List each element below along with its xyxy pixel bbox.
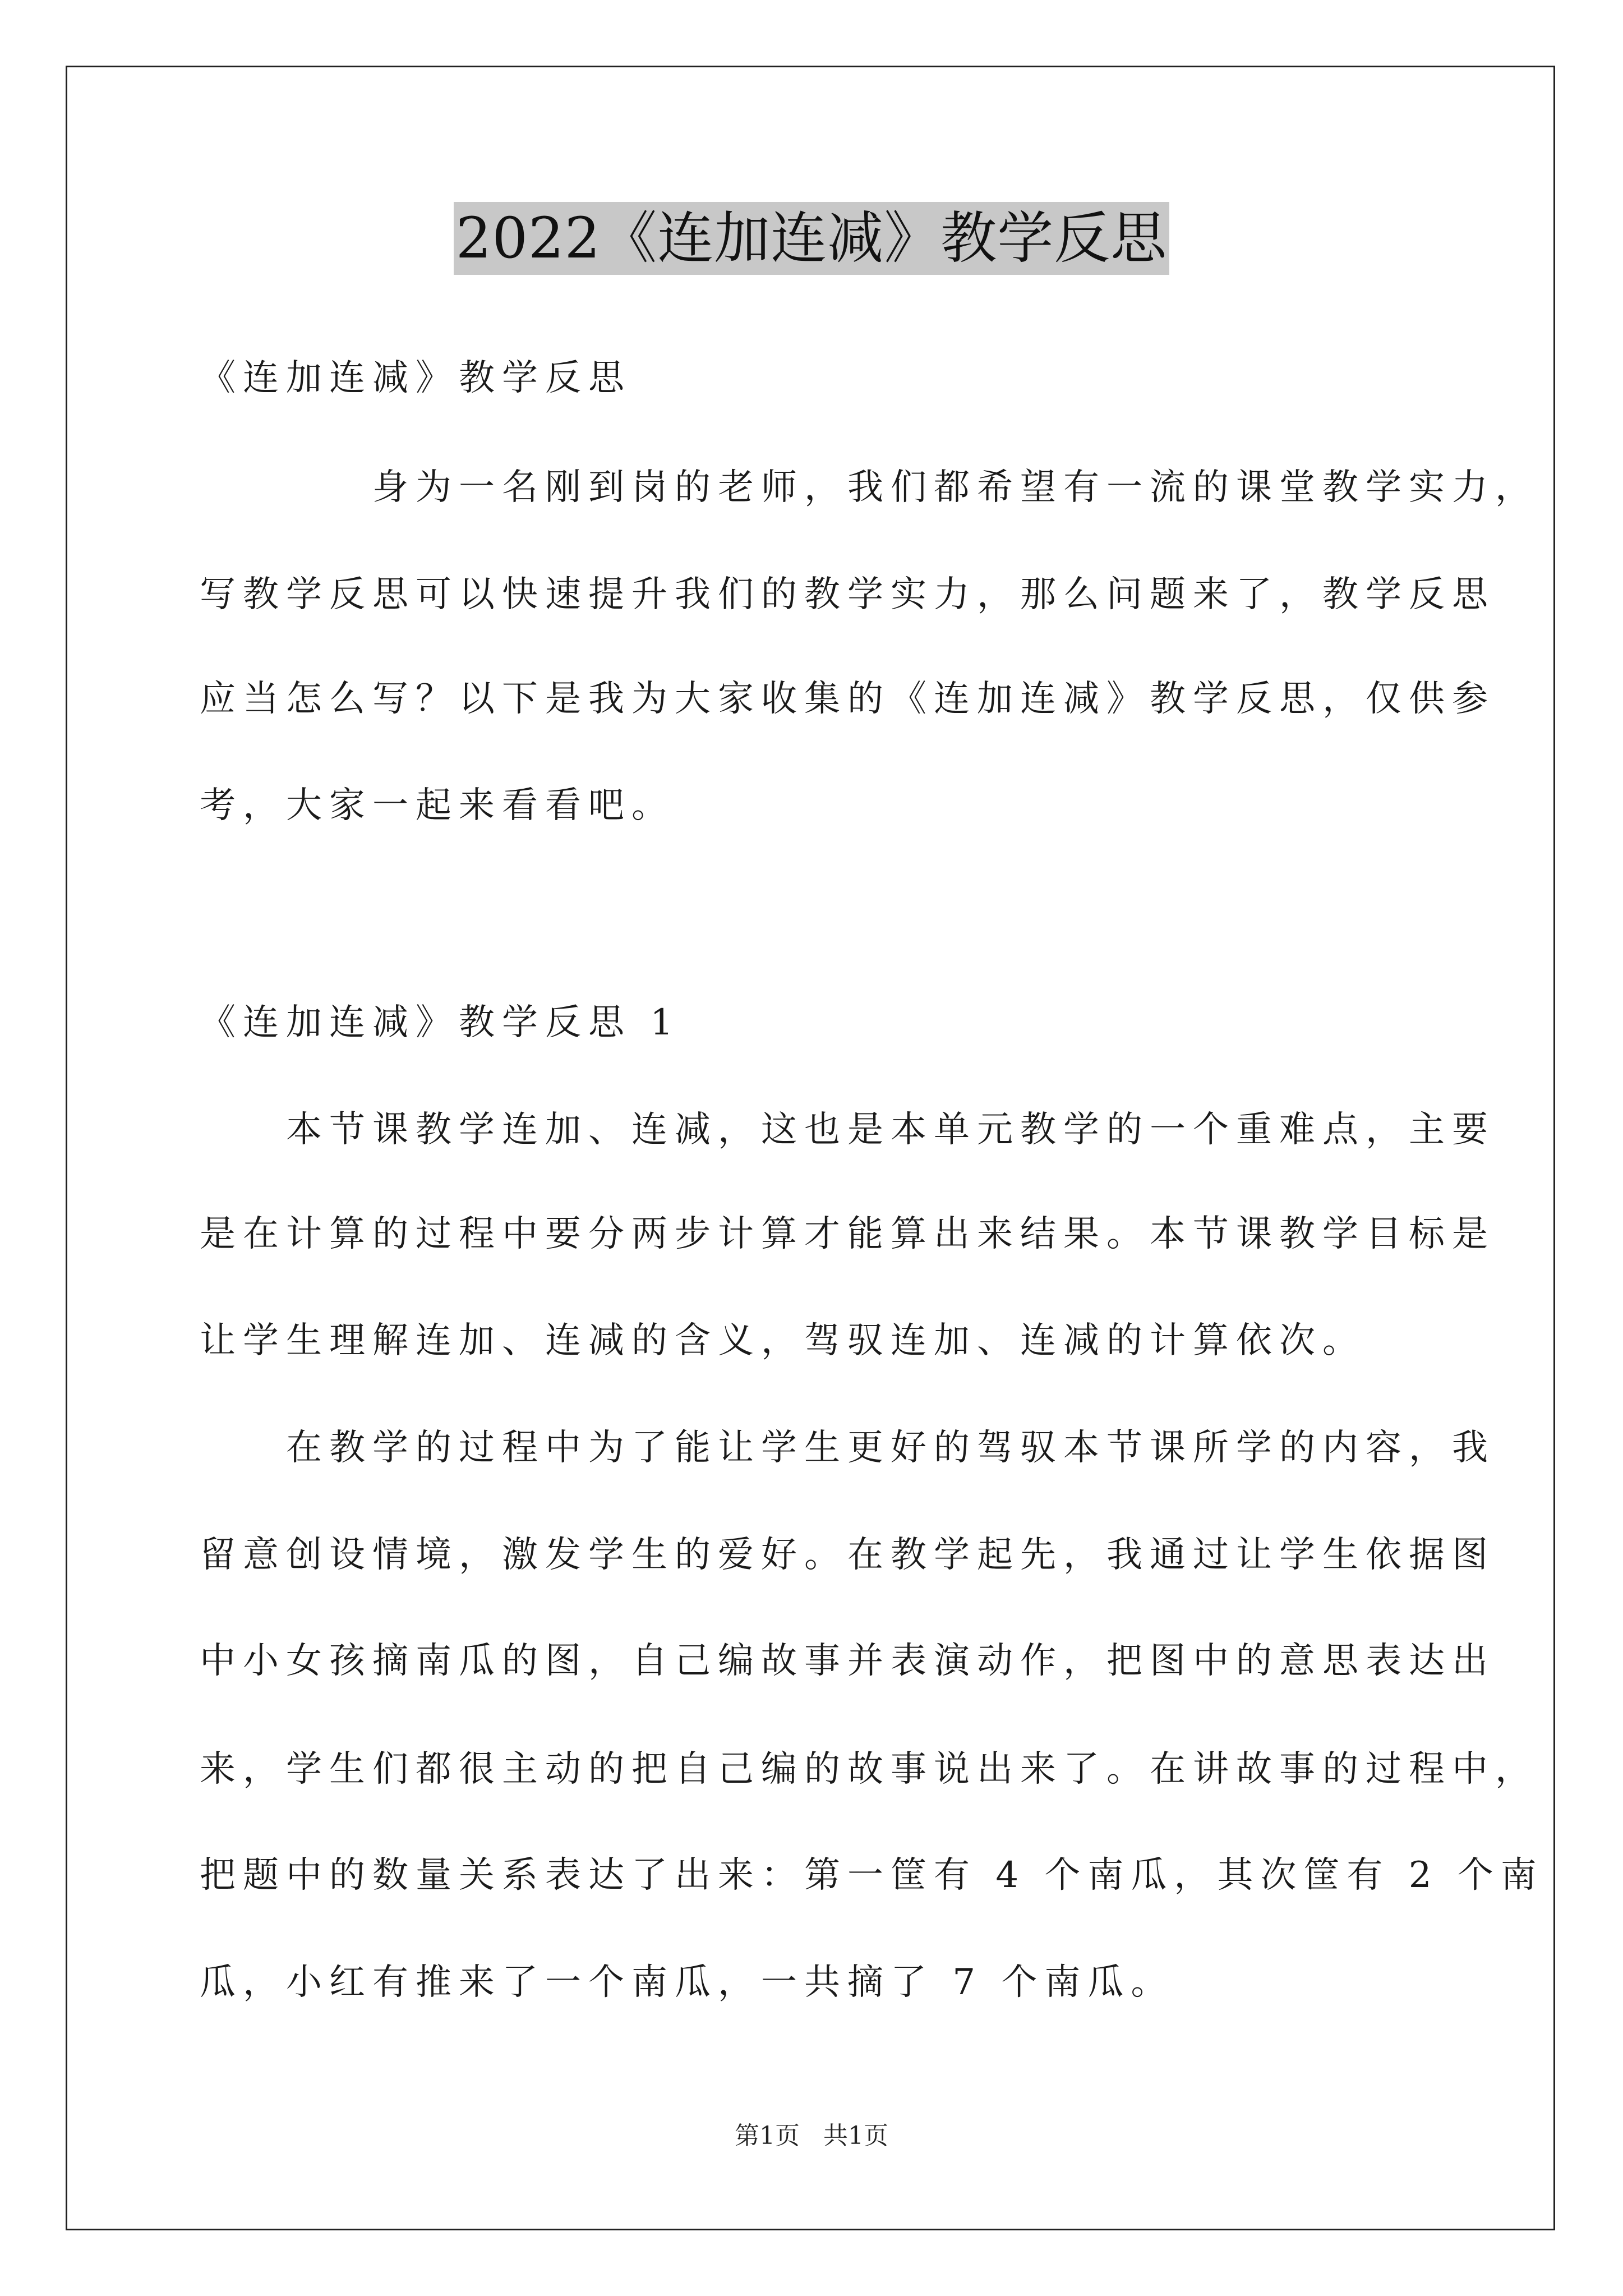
section-heading: 《连加连减》教学反思 1 (200, 1002, 681, 1043)
page-total: 共1页 (823, 2122, 888, 2150)
title-container (0, 202, 1623, 275)
body-line: 让学生理解连加、连减的含义，驾驭连加、连减的计算依次。 (200, 1320, 1366, 1361)
body-line: 身为一名刚到岗的老师，我们都希望有一流的课堂教学实力， (200, 467, 1538, 508)
body-line: 把题中的数量关系表达了出来：第一筐有 4 个南瓜，其次筐有 2 个南 (200, 1855, 1544, 1896)
subtitle-line: 《连加连减》教学反思 (200, 357, 631, 399)
body-line: 应当怎么写？以下是我为大家收集的《连加连减》教学反思，仅供参 (200, 678, 1495, 720)
body-line: 考，大家一起来看看吧。 (200, 785, 675, 826)
body-line: 来，学生们都很主动的把自己编的故事说出来了。在讲故事的过程中， (200, 1749, 1538, 1790)
body-line: 瓜，小红有推来了一个南瓜，一共摘了 7 个南瓜。 (200, 1962, 1174, 2003)
body-line: 是在计算的过程中要分两步计算才能算出来结果。本节课教学目标是 (200, 1213, 1495, 1255)
body-line: 写教学反思可以快速提升我们的教学实力，那么问题来了，教学反思 (200, 574, 1495, 615)
body-line: 在教学的过程中为了能让学生更好的驾驭本节课所学的内容，我 (200, 1427, 1495, 1469)
body-line: 中小女孩摘南瓜的图，自己编故事并表演动作，把图中的意思表达出 (200, 1640, 1495, 1682)
page-footer (0, 2120, 1623, 2152)
document-title: 2022《连加连减》教学反思 (454, 202, 1170, 275)
body-line: 留意创设情境，激发学生的爱好。在教学起先，我通过让学生依据图 (200, 1534, 1495, 1576)
body-line: 本节课教学连加、连减，这也是本单元教学的一个重难点，主要 (200, 1109, 1495, 1151)
page-number: 第1页 (735, 2122, 800, 2150)
